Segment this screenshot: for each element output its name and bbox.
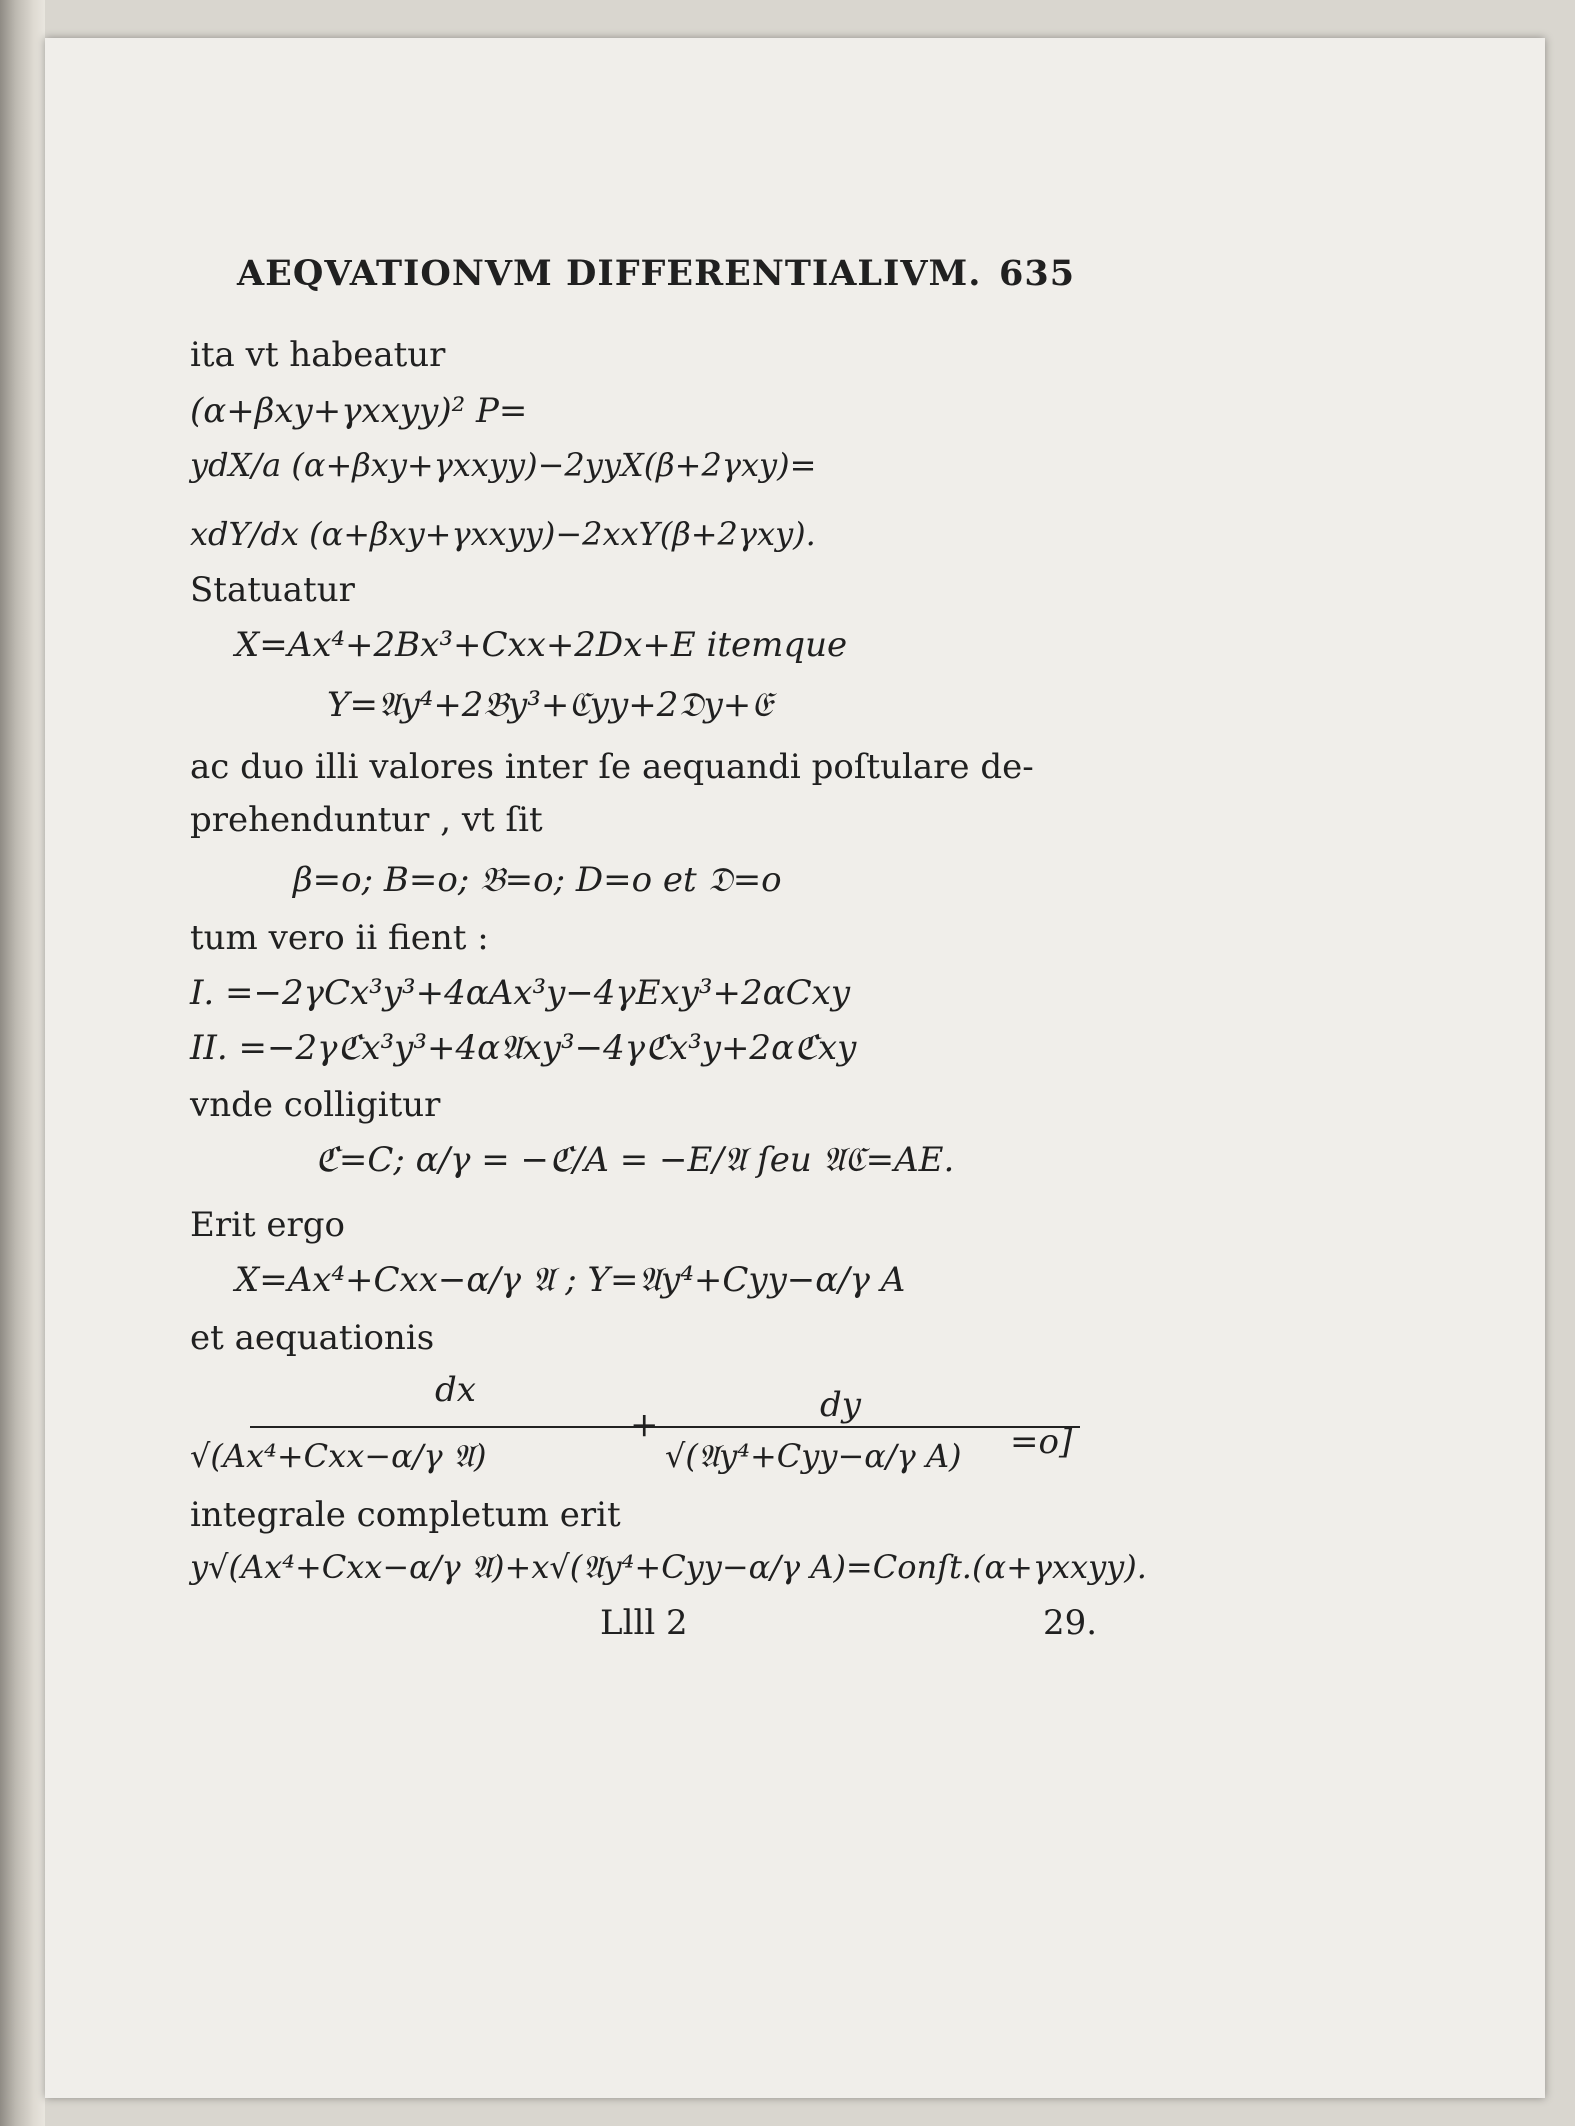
text-line: et aequationis: [190, 1318, 435, 1358]
book-edge: [0, 0, 45, 2126]
plus-sign: +: [630, 1405, 659, 1445]
equation-result: =o]: [1010, 1422, 1073, 1462]
equation-line: Y=𝔄y⁴+2𝔅y³+ℭyy+2𝔇y+𝔈: [327, 685, 773, 725]
text-line: tum vero ii fient :: [190, 918, 489, 958]
equation-line: xdY/dx (α+βxy+γxxyy)−2xxY(β+2γxy).: [190, 515, 816, 553]
text-line: ita vt habeatur: [190, 335, 446, 375]
text-line: integrale completum erit: [190, 1495, 621, 1535]
numerator: dy: [820, 1385, 861, 1425]
equation-line: ℭ=C; α/γ = −ℭ/A = −E/𝔄 ſeu 𝔄ℭ=AE.: [315, 1140, 955, 1180]
text-line: ac duo illi valores inter ſe aequandi poſtulare de-: [190, 747, 1034, 787]
equation-line: I. =−2γCx³y³+4αAx³y−4γExy³+2αCxy: [190, 973, 851, 1013]
text-line: vnde colligitur: [190, 1085, 441, 1125]
denominator: √(Ax⁴+Cxx−α/γ 𝔄): [190, 1437, 487, 1475]
equation-line: (α+βxy+γxxyy)² P=: [190, 391, 528, 431]
text-line: Statuatur: [190, 570, 355, 610]
book-page: [45, 38, 1545, 2098]
equation-line: II. =−2γℭx³y³+4α𝔄xy³−4γℭx³y+2αℭxy: [190, 1028, 857, 1068]
equation-line: β=o; B=o; 𝔅=o; D=o et 𝔇=o: [293, 860, 782, 900]
signature-mark: Llll 2: [600, 1603, 688, 1643]
text-line: prehenduntur , vt ſit: [190, 800, 543, 840]
equation-line: ydX/a (α+βxy+γxxyy)−2yyX(β+2γxy)=: [190, 446, 817, 484]
equation-line: y√(Ax⁴+Cxx−α/γ 𝔄)+x√(𝔄y⁴+Cyy−α/γ A)=Conſt.(α+γxxyy).: [190, 1548, 1147, 1586]
running-header: AEQVATIONVM DIFFERENTIALIVM.: [237, 253, 982, 294]
text-line: Erit ergo: [190, 1205, 346, 1245]
catchword: 29.: [1043, 1603, 1098, 1643]
numerator: dx: [435, 1370, 476, 1410]
equation-line: X=Ax⁴+2Bx³+Cxx+2Dx+E itemque: [235, 625, 848, 665]
fraction-bar: [250, 1426, 1080, 1428]
equation-line: X=Ax⁴+Cxx−α/γ 𝔄 ; Y=𝔄y⁴+Cyy−α/γ A: [235, 1260, 906, 1300]
page-number: 635: [999, 253, 1076, 294]
denominator: √(𝔄y⁴+Cyy−α/γ A): [665, 1437, 962, 1475]
